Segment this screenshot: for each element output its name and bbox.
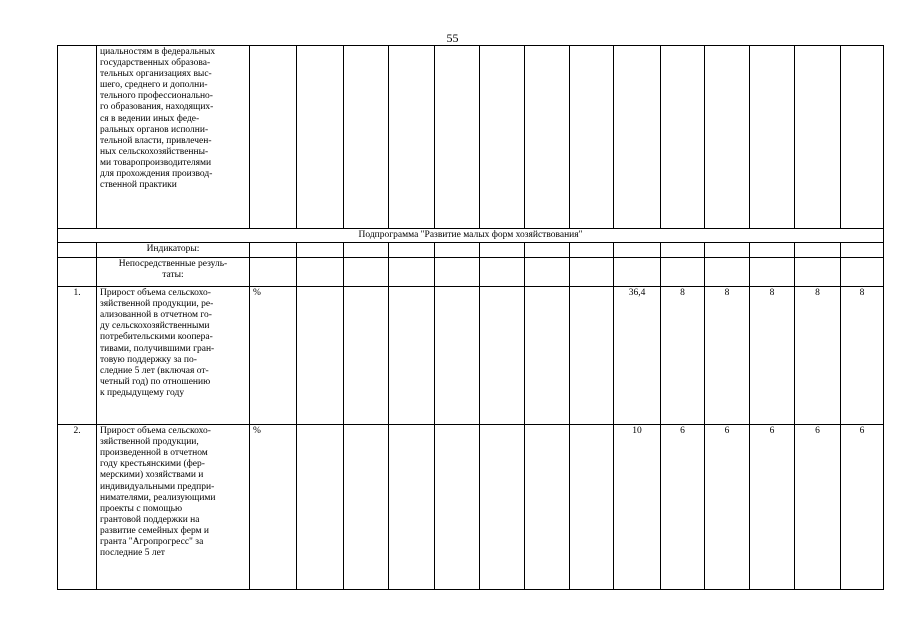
table-cell — [705, 243, 750, 258]
table-cell — [705, 258, 750, 287]
value-cell: 6 — [661, 425, 705, 590]
table-cell — [525, 287, 570, 425]
table-cell — [841, 243, 884, 258]
table-cell — [750, 243, 795, 258]
subprogram-title: Подпрограмма "Развитие малых форм хозяйствования" — [58, 229, 884, 243]
indicators-label: Индикаторы: — [97, 243, 250, 258]
table-cell — [841, 258, 884, 287]
table-cell — [570, 287, 614, 425]
table-cell — [525, 243, 570, 258]
value-cell: 6 — [841, 425, 884, 590]
table-row-indicator-1 — [58, 287, 884, 425]
table-cell — [795, 243, 841, 258]
table-cell — [250, 243, 297, 258]
table-cell — [480, 243, 525, 258]
table-cell — [297, 287, 344, 425]
indicators-label-row — [58, 243, 884, 258]
table-cell — [661, 46, 705, 229]
table-cell — [58, 46, 97, 229]
page-number: 55 — [446, 31, 459, 45]
value-cell: 8 — [705, 287, 750, 425]
table-cell — [297, 46, 344, 229]
table-cell — [297, 243, 344, 258]
table-cell — [58, 258, 97, 287]
table-cell — [525, 425, 570, 590]
table-cell — [661, 258, 705, 287]
value-cell: 36,4 — [614, 287, 661, 425]
table-cell — [570, 258, 614, 287]
table-cell — [750, 258, 795, 287]
direct-results-row — [58, 258, 884, 287]
indicators-table — [57, 45, 884, 590]
table-row-continuation — [58, 46, 884, 229]
value-cell: 8 — [841, 287, 884, 425]
table-cell — [525, 258, 570, 287]
table-cell — [795, 46, 841, 229]
continuation-text: циальностям в федеральных государственных образова- тельных организациях выс- шего, среднего и дополни- тельного профессионально- го образования, находящих- ся в ведении иных феде- ральных органов исполни- тельной власти, привлечен- ных сельскохозяйственны- ми товаропроизводителями для прохождения производ- ственной практики — [97, 46, 250, 229]
table-cell — [480, 287, 525, 425]
table-cell — [344, 258, 389, 287]
table-cell — [250, 258, 297, 287]
table-cell — [570, 46, 614, 229]
table-row-indicator-2 — [58, 425, 884, 590]
table-cell — [297, 425, 344, 590]
table-cell — [480, 258, 525, 287]
table-cell — [614, 258, 661, 287]
value-cell: 6 — [795, 425, 841, 590]
table-cell — [750, 46, 795, 229]
value-cell: 6 — [705, 425, 750, 590]
value-cell: 10 — [614, 425, 661, 590]
unit-cell: % — [250, 425, 297, 590]
table-cell — [435, 287, 480, 425]
value-cell: 8 — [750, 287, 795, 425]
table-cell — [525, 46, 570, 229]
table-cell — [58, 243, 97, 258]
table-cell — [570, 243, 614, 258]
value-cell: 8 — [795, 287, 841, 425]
table-cell — [344, 46, 389, 229]
table-cell — [389, 287, 435, 425]
table-cell — [435, 46, 480, 229]
table-cell — [480, 46, 525, 229]
table-cell — [705, 46, 750, 229]
row-number: 2. — [58, 425, 97, 590]
table-cell — [570, 425, 614, 590]
table-cell — [661, 243, 705, 258]
value-cell: 6 — [750, 425, 795, 590]
row-number: 1. — [58, 287, 97, 425]
table-cell — [344, 425, 389, 590]
indicator-name: Прирост объема сельскохо- зяйственной продукции, ре- ализованной в отчетном го- ду сельскохозяйственными потребительскими коопера- тивами, получившими гран- товую поддержку за по- следние 5 лет (включая от- четный год) по отношению к предыдущему году — [97, 287, 250, 425]
table-cell — [297, 258, 344, 287]
table-cell — [435, 258, 480, 287]
table-cell — [435, 243, 480, 258]
table-cell — [841, 46, 884, 229]
table-cell — [344, 243, 389, 258]
indicator-name: Прирост объема сельскохо- зяйственной продукции, произведенной в отчетном году крестьянскими (фер- мерскими) хозяйствами и индивидуальными предпри- нимателями, реализующими проекты с помощью грантовой поддержки на развитие семейных ферм и гранта "Агропрогресс" за последние 5 лет — [97, 425, 250, 590]
table-cell — [389, 258, 435, 287]
subprogram-row — [58, 229, 884, 243]
table-cell — [614, 243, 661, 258]
table-cell — [250, 46, 297, 229]
table-cell — [435, 425, 480, 590]
unit-cell: % — [250, 287, 297, 425]
table-cell — [344, 287, 389, 425]
table-cell — [795, 258, 841, 287]
table-cell — [389, 425, 435, 590]
table-cell — [614, 46, 661, 229]
table-cell — [480, 425, 525, 590]
value-cell: 8 — [661, 287, 705, 425]
direct-results-label: Непосредственные резуль- таты: — [97, 258, 250, 287]
table-cell — [389, 243, 435, 258]
table-cell — [389, 46, 435, 229]
